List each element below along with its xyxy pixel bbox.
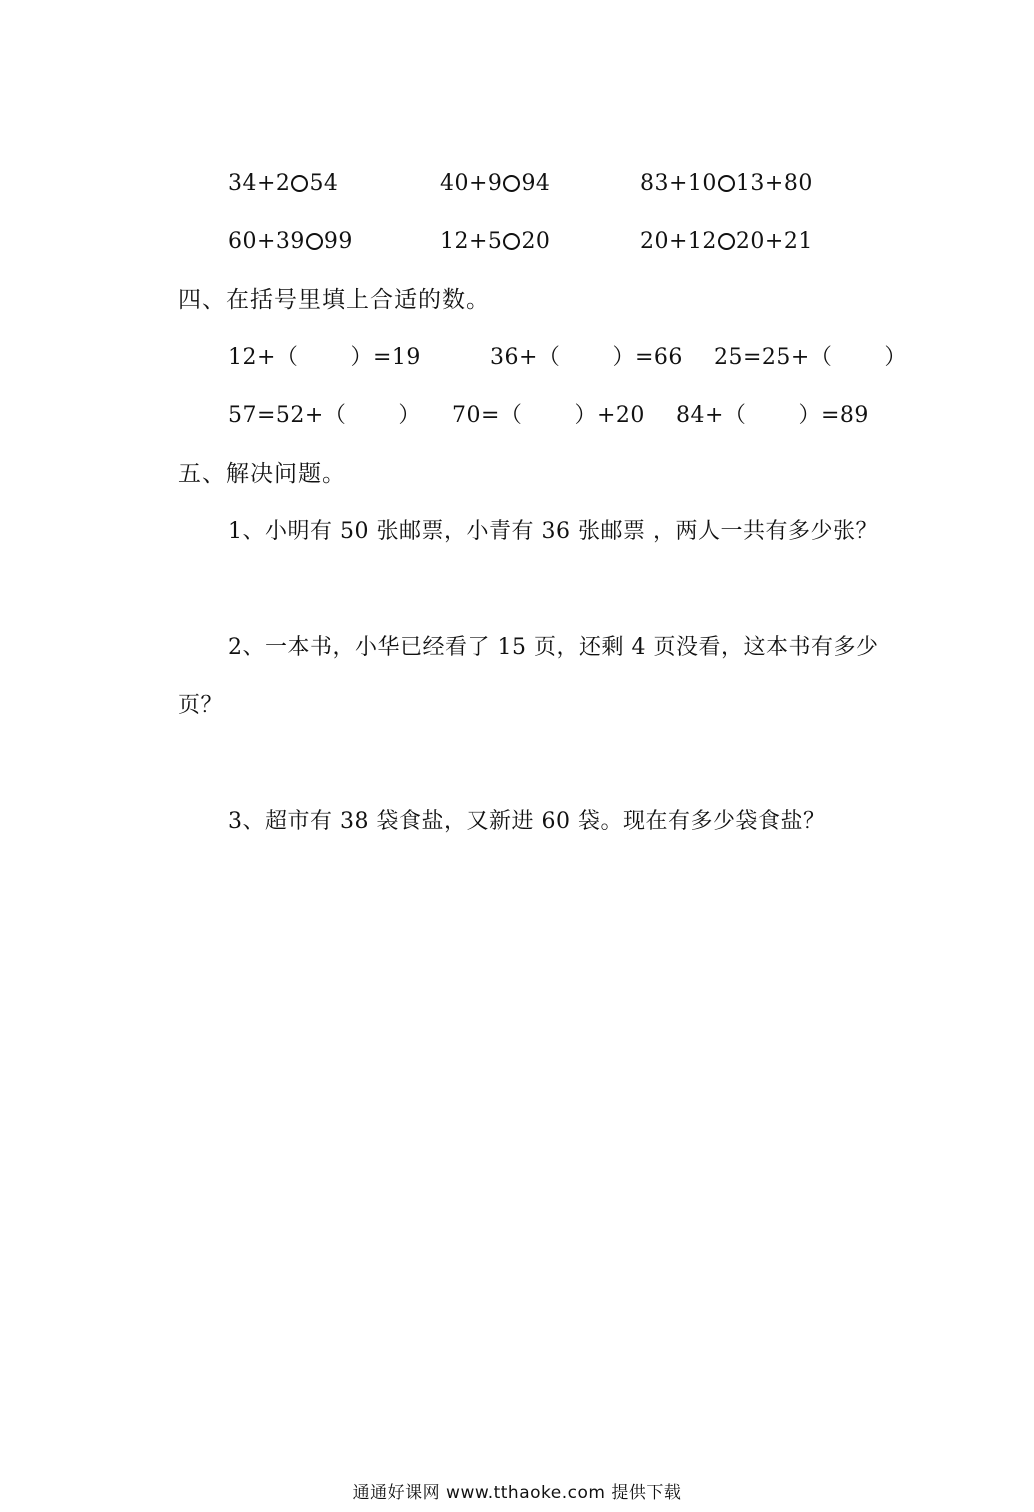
compare-item: 83+10 13+80 xyxy=(640,171,813,196)
footer-watermark: 通通好课网 www.tthaoke.com 提供下载 xyxy=(352,1483,682,1503)
fill-blank-item: 70=（ ）+20 xyxy=(452,403,645,428)
fill-blank-item: 36+（ ）=66 xyxy=(490,345,683,370)
fill-blank-item: 57=52+（ ） xyxy=(228,403,421,428)
fill-blank-item: 12+（ ）=19 xyxy=(228,345,421,370)
compare-item: 60+39 99 xyxy=(228,229,353,254)
compare-circle xyxy=(503,175,520,192)
compare-item: 34+2 54 xyxy=(228,171,339,196)
compare-item: 40+9 94 xyxy=(440,171,551,196)
compare-circle xyxy=(718,175,735,192)
compare-circle xyxy=(503,233,520,250)
section-4-title: 四、在括号里填上合适的数。 xyxy=(178,287,490,313)
section-5-title: 五、解决问题。 xyxy=(178,461,346,487)
word-problem-1: 1、小明有 50 张邮票，小青有 36 张邮票 ，两人一共有多少张？ xyxy=(228,519,878,544)
compare-circle xyxy=(718,233,735,250)
word-problem-3: 3、超市有 38 袋食盐，又新进 60 袋。现在有多少袋食盐？ xyxy=(228,809,826,834)
fill-blank-item: 84+（ ）=89 xyxy=(676,403,869,428)
compare-circle xyxy=(291,175,308,192)
fill-blank-item: 25=25+（ ） xyxy=(714,345,907,370)
compare-circle xyxy=(306,233,323,250)
compare-item: 12+5 20 xyxy=(440,229,551,254)
word-problem-2-continued: 页？ xyxy=(178,693,224,718)
compare-item: 20+12 20+21 xyxy=(640,229,813,254)
word-problem-2: 2、一本书，小华已经看了 15 页，还剩 4 页没看，这本书有多少 xyxy=(228,635,879,660)
